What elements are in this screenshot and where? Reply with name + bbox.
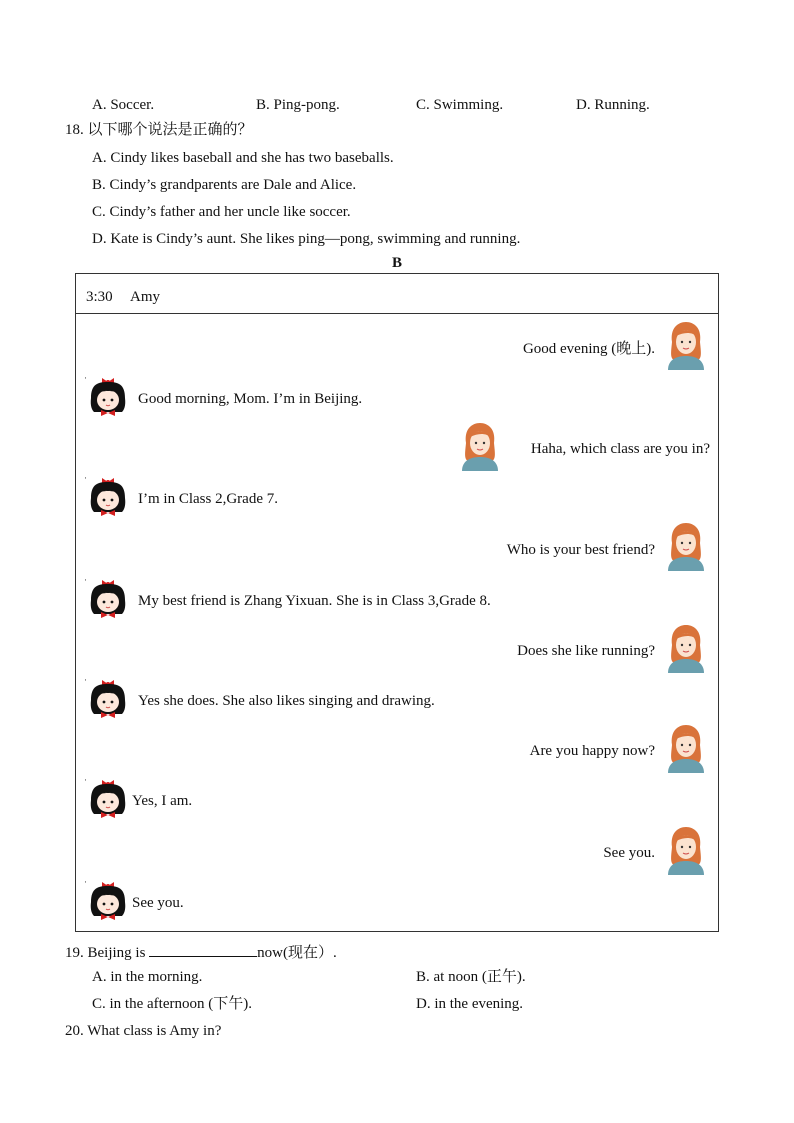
q18-question: 18. 以下哪个说法是正确的？ [65, 122, 253, 138]
q20-question: 20. What class is Amy in? [65, 1023, 222, 1039]
girl-avatar-icon [86, 674, 130, 724]
chat-message-amy: Yes, I am. [132, 793, 193, 809]
q18-option-b: B. Cindy’s grandparents are Dale and Alice. [92, 177, 357, 193]
q17-option-d: D. Running. [576, 97, 650, 113]
chat-message-mom: Good evening (晚上). [522, 341, 655, 357]
girl-avatar-icon [86, 574, 130, 624]
girl-avatar-icon [86, 472, 130, 522]
chat-message-mom: Does she like running? [517, 643, 655, 659]
mom-avatar-icon [664, 825, 708, 875]
chat-contact-name: Amy [130, 289, 160, 305]
q19-option-b: B. at noon (正午). [416, 969, 526, 985]
q19-option-d: D. in the evening. [416, 996, 524, 1012]
chat-time: 3:30 [86, 289, 113, 305]
q19-option-a: A. in the morning. [92, 969, 203, 985]
mom-avatar-icon [664, 320, 708, 370]
chat-message-amy: I’m in Class 2,Grade 7. [138, 491, 278, 507]
chat-message-amy: Yes she does. She also likes singing and drawing. [138, 693, 435, 709]
q18-option-a: A. Cindy likes baseball and she has two baseballs. [92, 150, 394, 166]
q17-option-a: A. Soccer. [92, 97, 155, 113]
chat-header [76, 274, 718, 314]
chat-message-amy: My best friend is Zhang Yixuan. She is in Class 3,Grade 8. [138, 593, 491, 609]
chat-message-mom: Who is your best friend? [506, 542, 655, 558]
q18-option-c: C. Cindy’s father and her uncle like soccer. [92, 204, 351, 220]
marker-dot-icon: · [84, 775, 87, 785]
marker-dot-icon: · [84, 877, 87, 887]
mom-avatar-icon [458, 421, 502, 471]
q19-option-c: C. in the afternoon (下午). [92, 996, 252, 1012]
girl-avatar-icon [86, 876, 130, 926]
chat-window [75, 273, 719, 932]
mom-avatar-icon [664, 521, 708, 571]
q19-answer-blank[interactable] [149, 942, 257, 957]
chat-message-mom: See you. [603, 845, 655, 861]
q17-option-b: B. Ping-pong. [256, 97, 340, 113]
q19-suffix: now(现在）. [257, 945, 337, 961]
section-b-label: B [391, 255, 402, 271]
chat-message-amy: Good morning, Mom. I’m in Beijing. [138, 391, 363, 407]
mom-avatar-icon [664, 623, 708, 673]
q19-question [65, 942, 337, 962]
q18-option-d: D. Kate is Cindy’s aunt. She likes ping—pong, swimming and running. [92, 231, 521, 247]
girl-avatar-icon [86, 774, 130, 824]
girl-avatar-icon [86, 372, 130, 422]
marker-dot-icon: · [84, 373, 87, 383]
marker-dot-icon: · [84, 473, 87, 483]
chat-message-amy: See you. [132, 895, 184, 911]
q19-prefix: 19. Beijing is [65, 945, 150, 961]
mom-avatar-icon [664, 723, 708, 773]
q17-option-c: C. Swimming. [416, 97, 504, 113]
marker-dot-icon: · [84, 575, 87, 585]
chat-message-mom: Haha, which class are you in? [530, 441, 710, 457]
chat-message-mom: Are you happy now? [529, 743, 655, 759]
marker-dot-icon: · [84, 675, 87, 685]
